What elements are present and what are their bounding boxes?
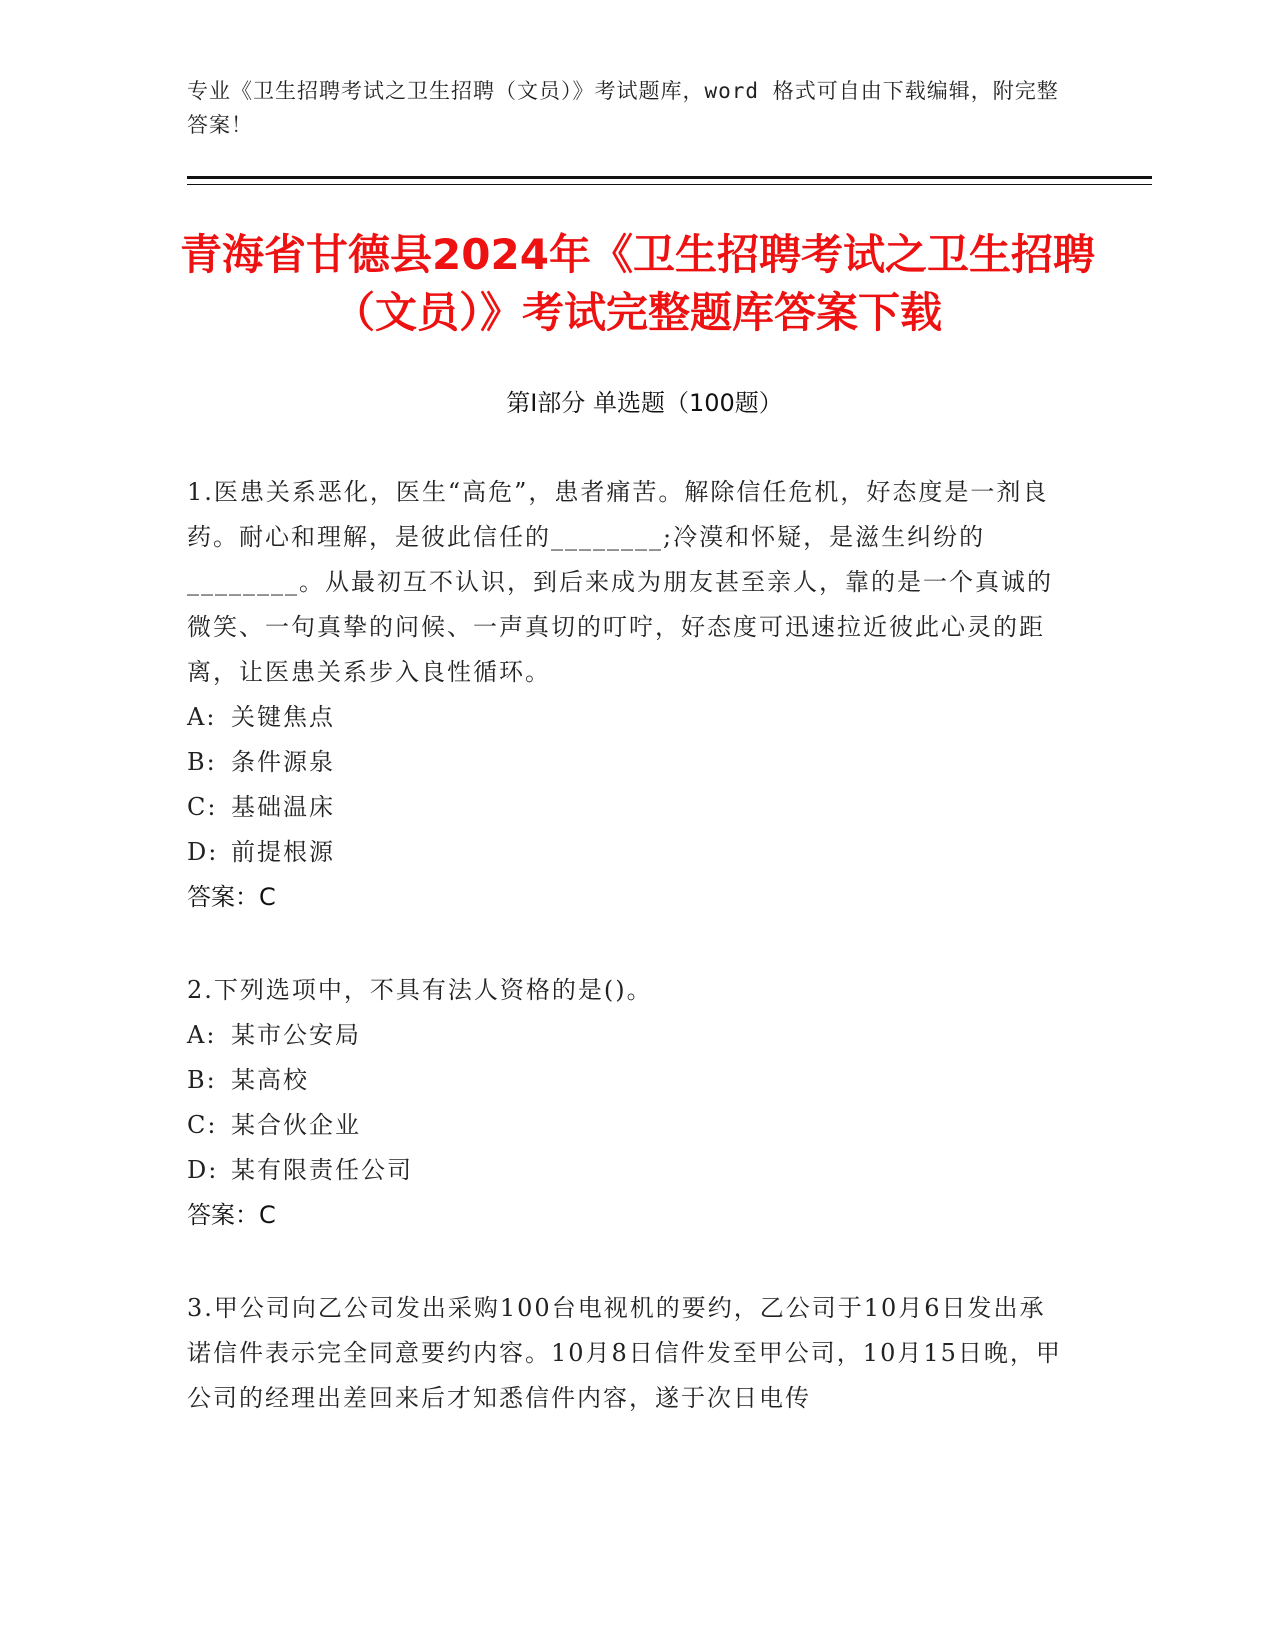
- option-c: [187, 785, 1067, 830]
- document-title: 青海省甘德县2024年《卫生招聘考试之卫生招聘（文员）》考试完整题库答案下载: [180, 230, 1095, 337]
- answer: 答案：C: [187, 1201, 276, 1229]
- question-stem: 1.医患关系恶化，医生“高危”，患者痛苦。解除信任危机，好态度是一剂良药。耐心和理解，是彼此信任的________;冷漠和怀疑，是滋生纠纷的________。从最初互不认识，到后来成为朋友甚至亲人，靠的是一个真诚的微笑、一句真挚的问候、一声真切的叮咛，好态度可迅速拉近彼此心灵的距离，让医患关系步入良性循环。: [187, 478, 1053, 686]
- option-c: [187, 1103, 1067, 1148]
- option-text: 条件源泉: [231, 748, 335, 776]
- answer: 答案：C: [187, 883, 276, 911]
- question-2: [187, 968, 1067, 1238]
- option-text: 某有限责任公司: [231, 1156, 413, 1184]
- option-letter: C:: [187, 793, 218, 821]
- option-letter: B:: [187, 748, 217, 776]
- option-text: 关键焦点: [231, 703, 335, 731]
- option-letter: A:: [187, 1021, 217, 1049]
- question-stem: 3.甲公司向乙公司发出采购100台电视机的要约，乙公司于10月6日发出承诺信件表示完全同意要约内容。10月8日信件发至甲公司，10月15日晚，甲公司的经理出差回来后才知悉信件内容，遂于次日电传: [187, 1294, 1062, 1412]
- option-a: [187, 1013, 1067, 1058]
- section-title: 第Ⅰ部分 单选题（100题）: [506, 389, 783, 417]
- option-text: 某合伙企业: [231, 1111, 361, 1139]
- question-stem: 2.下列选项中，不具有法人资格的是()。: [187, 976, 653, 1004]
- option-letter: D:: [187, 1156, 219, 1184]
- option-text: 某市公安局: [231, 1021, 361, 1049]
- option-letter: B:: [187, 1066, 217, 1094]
- option-text: 某高校: [231, 1066, 309, 1094]
- option-d: [187, 1148, 1067, 1193]
- question-1: [187, 470, 1067, 920]
- option-b: [187, 740, 1067, 785]
- option-letter: A:: [187, 703, 217, 731]
- option-text: 基础温床: [231, 793, 335, 821]
- option-letter: C:: [187, 1111, 218, 1139]
- option-text: 前提根源: [231, 838, 335, 866]
- option-b: [187, 1058, 1067, 1103]
- header-note: 专业《卫生招聘考试之卫生招聘（文员）》考试题库，word 格式可自由下载编辑，附完整答案！: [187, 79, 1059, 137]
- header-rule-thick: [187, 176, 1152, 179]
- option-d: [187, 830, 1067, 875]
- option-letter: D:: [187, 838, 219, 866]
- question-3: [187, 1286, 1067, 1421]
- header-rule-thin: [187, 184, 1152, 185]
- option-a: [187, 695, 1067, 740]
